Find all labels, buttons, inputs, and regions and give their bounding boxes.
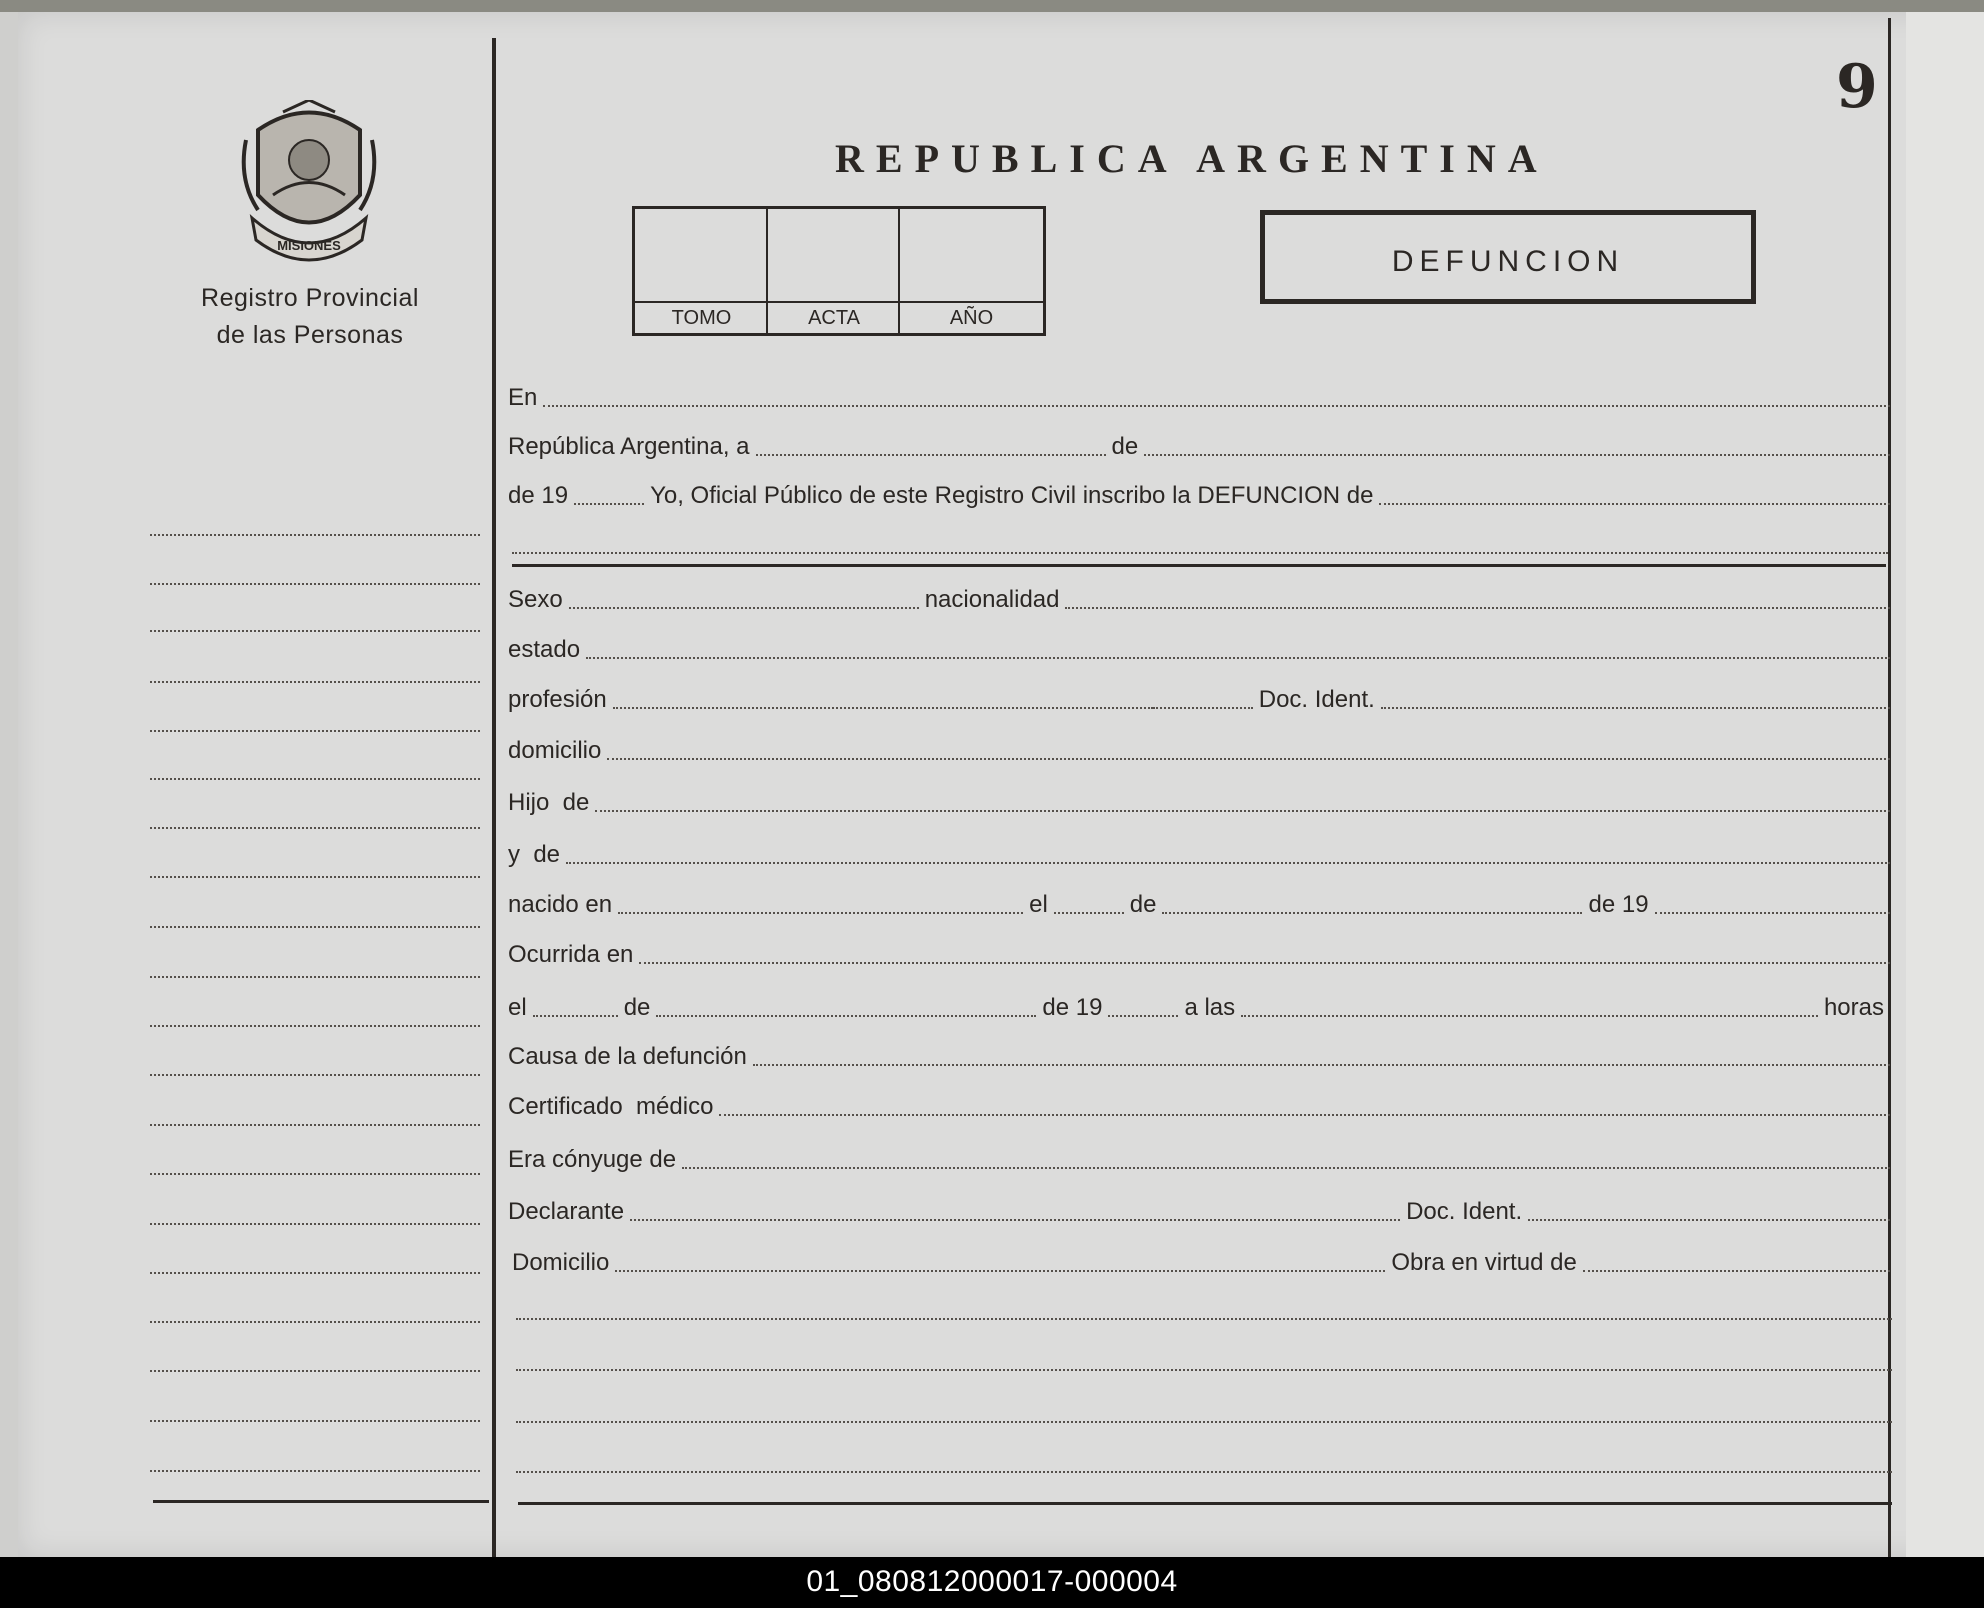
misiones-emblem-icon xyxy=(238,100,380,265)
form-row-profesion xyxy=(508,680,1890,714)
field-obra-en-virtud[interactable] xyxy=(1583,1270,1890,1272)
label-ocurrida-en: Ocurrida en xyxy=(508,941,634,968)
field-doc-ident[interactable] xyxy=(1381,707,1890,709)
field-mes-defuncion[interactable] xyxy=(656,1015,1036,1017)
field-anio-nacimiento[interactable] xyxy=(1655,912,1890,914)
observaciones-line[interactable] xyxy=(516,1421,1892,1423)
form-row-domicilio xyxy=(508,731,1890,765)
field-doc-ident-declarante[interactable] xyxy=(1528,1219,1890,1221)
form-bottom-rule xyxy=(518,1502,1892,1505)
form-row-nacimiento xyxy=(508,885,1890,919)
field-sexo[interactable] xyxy=(569,607,919,609)
tomo-acta-ano-box xyxy=(632,206,1046,336)
field-nacionalidad[interactable] xyxy=(1065,607,1890,609)
label-de19-nacimiento: de 19 xyxy=(1588,891,1649,918)
stub-line[interactable] xyxy=(150,1321,480,1323)
form-row-estado xyxy=(508,630,1890,664)
field-profesion-2[interactable] xyxy=(1153,707,1253,709)
stub-line[interactable] xyxy=(150,1370,480,1372)
field-domicilio[interactable] xyxy=(607,758,1890,760)
field-mes-nacimiento[interactable] xyxy=(1162,912,1582,914)
observaciones-line[interactable] xyxy=(516,1369,1892,1371)
page-number: 9 xyxy=(1836,52,1878,122)
label-obra-en-virtud: Obra en virtud de xyxy=(1391,1249,1577,1276)
label-de19-defuncion: de 19 xyxy=(1042,994,1103,1021)
field-padre[interactable] xyxy=(595,810,1890,812)
field-anio-defuncion[interactable] xyxy=(1108,1015,1178,1017)
acta-label: ACTA xyxy=(808,307,860,329)
label-domicilio-declarante: Domicilio xyxy=(512,1249,610,1276)
stub-line[interactable] xyxy=(150,583,480,585)
label-de19: de 19 xyxy=(508,482,569,509)
stub-line[interactable] xyxy=(150,681,480,683)
record-type-box xyxy=(1260,210,1756,304)
label-horas: horas xyxy=(1823,994,1884,1021)
field-mes[interactable] xyxy=(1144,454,1890,456)
stub-line[interactable] xyxy=(150,534,480,536)
registry-title xyxy=(150,280,470,354)
ano-label: AÑO xyxy=(949,307,994,329)
observaciones-line[interactable] xyxy=(516,1318,1892,1320)
label-nacionalidad: nacionalidad xyxy=(924,586,1060,613)
label-profesion: profesión xyxy=(508,686,607,713)
stub-line[interactable] xyxy=(150,827,480,829)
field-dia-nacimiento[interactable] xyxy=(1054,912,1124,914)
label-causa: Causa de la defunción xyxy=(508,1043,747,1070)
stub-line[interactable] xyxy=(150,1470,480,1472)
label-domicilio: domicilio xyxy=(508,737,602,764)
emblem-text: MISIONES xyxy=(277,238,341,253)
field-domicilio-declarante[interactable] xyxy=(615,1270,1385,1272)
form-row-conyuge xyxy=(508,1140,1890,1174)
label-oficial: Yo, Oficial Público de este Registro Civil inscribo la DEFUNCION de xyxy=(650,482,1374,509)
field-difunto[interactable] xyxy=(1379,503,1890,505)
stub-line[interactable] xyxy=(150,1074,480,1076)
stub-line[interactable] xyxy=(150,926,480,928)
field-dia-defuncion[interactable] xyxy=(533,1015,618,1017)
observaciones-line[interactable] xyxy=(516,1471,1892,1473)
form-row-domicilio-declarante xyxy=(508,1243,1890,1277)
form-row-causa xyxy=(508,1037,1890,1071)
stub-line[interactable] xyxy=(150,1173,480,1175)
stub-line[interactable] xyxy=(150,976,480,978)
registry-title-line1: Registro Provincial xyxy=(201,284,419,312)
field-certificado[interactable] xyxy=(719,1114,1890,1116)
field-declarante[interactable] xyxy=(630,1219,1400,1221)
stub-line[interactable] xyxy=(150,1223,480,1225)
label-el-defuncion: el xyxy=(508,994,527,1021)
form-row-inscripcion xyxy=(508,476,1890,510)
label-republica: República Argentina, a xyxy=(508,433,750,460)
field-anio[interactable] xyxy=(574,503,644,505)
form-row-en xyxy=(508,378,1890,412)
field-difunto-cont[interactable] xyxy=(512,552,1888,554)
field-lugar-defuncion[interactable] xyxy=(639,962,1890,964)
page-edge xyxy=(0,12,18,1557)
label-de: de xyxy=(1111,433,1139,460)
label-doc-ident-declarante: Doc. Ident. xyxy=(1406,1198,1523,1225)
stub-line[interactable] xyxy=(150,1124,480,1126)
section-rule xyxy=(512,564,1886,567)
label-sexo: Sexo xyxy=(508,586,563,613)
stub-line[interactable] xyxy=(150,630,480,632)
label-certificado: Certificado médico xyxy=(508,1093,714,1120)
right-margin xyxy=(1906,12,1984,1557)
label-de-defuncion: de xyxy=(623,994,651,1021)
stub-bottom-rule xyxy=(153,1500,489,1503)
label-declarante: Declarante xyxy=(508,1198,625,1225)
field-conyuge[interactable] xyxy=(682,1167,1890,1169)
label-conyuge: Era cónyuge de xyxy=(508,1146,677,1173)
field-causa[interactable] xyxy=(753,1064,1890,1066)
field-madre[interactable] xyxy=(566,862,1890,864)
label-en: En xyxy=(508,384,538,411)
field-dia[interactable] xyxy=(756,454,1106,456)
form-row-fecha-defuncion xyxy=(508,988,1890,1022)
image-caption: 01_080812000017-000004 xyxy=(806,1565,1178,1598)
label-de-mes: de xyxy=(1129,891,1157,918)
form-row-fecha xyxy=(508,427,1890,461)
label-a-las: a las xyxy=(1184,994,1236,1021)
stub-line[interactable] xyxy=(150,876,480,878)
form-row-sexo xyxy=(508,580,1890,614)
label-nacido-en: nacido en xyxy=(508,891,613,918)
label-estado: estado xyxy=(508,636,581,663)
stub-line[interactable] xyxy=(150,730,480,732)
caption-bar xyxy=(0,1557,1984,1608)
field-en[interactable] xyxy=(543,405,1890,407)
tomo-label: TOMO xyxy=(671,307,732,329)
field-lugar-nacimiento[interactable] xyxy=(618,912,1023,914)
record-type-label: DEFUNCION xyxy=(1391,245,1625,278)
label-y-de: y de xyxy=(508,841,561,868)
form-row-madre xyxy=(508,835,1890,869)
country-title: REPUBLICA ARGENTINA xyxy=(835,136,1549,181)
label-hijo-de: Hijo de xyxy=(508,789,590,816)
label-el: el xyxy=(1029,891,1048,918)
form-row-ocurrida xyxy=(508,935,1890,969)
field-profesion[interactable] xyxy=(613,707,1153,709)
form-row-certificado xyxy=(508,1087,1890,1121)
form-row-hijo xyxy=(508,783,1890,817)
stub-line[interactable] xyxy=(150,1025,480,1027)
stub-divider xyxy=(492,38,496,1557)
stub-line[interactable] xyxy=(150,778,480,780)
stub-line[interactable] xyxy=(150,1420,480,1422)
field-estado[interactable] xyxy=(586,657,1890,659)
label-doc-ident: Doc. Ident. xyxy=(1258,686,1375,713)
stub-line[interactable] xyxy=(150,1272,480,1274)
registry-title-line2: de las Personas xyxy=(216,321,404,349)
form-row-declarante xyxy=(508,1192,1890,1226)
field-hora-defuncion[interactable] xyxy=(1241,1015,1818,1017)
